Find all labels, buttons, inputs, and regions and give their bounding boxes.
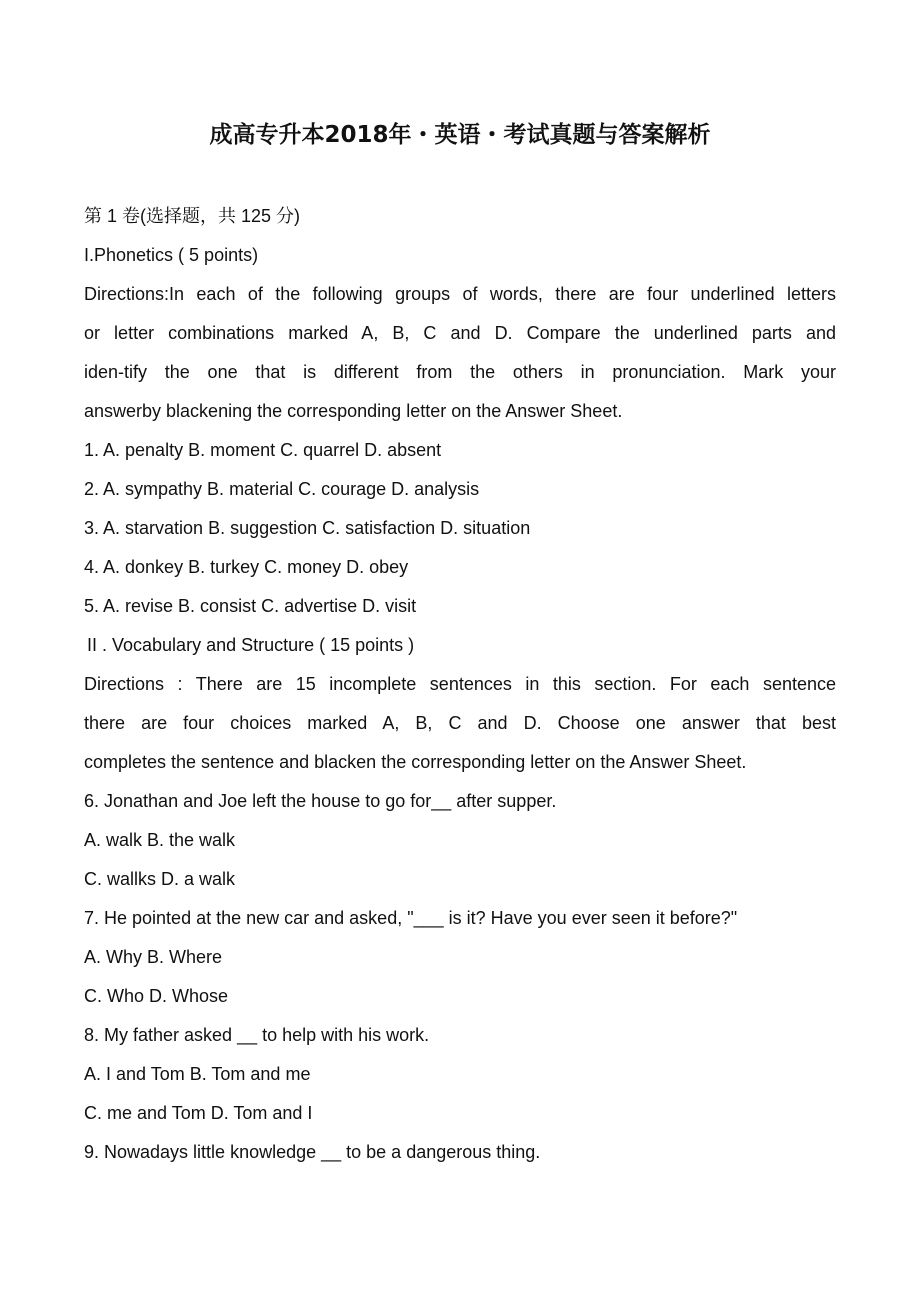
question-item: 8. My father asked __ to help with his work. <box>84 1025 430 1045</box>
question-item: 9. Nowadays little knowledge __ to be a dangerous thing. <box>84 1142 541 1162</box>
answer-options: C. me and Tom D. Tom and I <box>84 1103 313 1123</box>
section-heading-vocabulary: II . Vocabulary and Structure ( 15 points ) <box>87 635 415 655</box>
directions-line: there are four choices marked A, B, C and D. Choose one answer that best <box>84 713 836 733</box>
directions-line: or letter combinations marked A, B, C and D. Compare the underlined parts and <box>84 323 836 343</box>
question-item: 4. A. donkey B. turkey C. money D. obey <box>84 557 409 577</box>
part-heading: 第 1 卷(选择题，共 125 分) <box>84 206 301 226</box>
directions-line: iden-tify the one that is different from the others in pronunciation. Mark your <box>84 362 836 382</box>
answer-options: C. wallks D. a walk <box>84 869 236 889</box>
document-title: 成高专升本2018年・英语・考试真题与答案解析 <box>209 122 711 148</box>
question-item: 6. Jonathan and Joe left the house to go for__ after supper. <box>84 791 557 811</box>
section-heading-phonetics: I.Phonetics ( 5 points) <box>84 245 259 265</box>
question-item: 1. A. penalty B. moment C. quarrel D. absent <box>84 440 442 460</box>
question-item: 3. A. starvation B. suggestion C. satisfaction D. situation <box>84 518 531 538</box>
question-item: 5. A. revise B. consist C. advertise D. visit <box>84 596 417 616</box>
answer-options: A. walk B. the walk <box>84 830 236 850</box>
document-body <box>84 197 836 1172</box>
directions-line: Directions:In each of the following groups of words, there are four underlined letters <box>84 284 836 304</box>
directions-line: Directions : There are 15 incomplete sentences in this section. For each sentence <box>84 674 836 694</box>
answer-options: A. Why B. Where <box>84 947 223 967</box>
question-item: 2. A. sympathy B. material C. courage D. analysis <box>84 479 480 499</box>
directions-line: completes the sentence and blacken the corresponding letter on the Answer Sheet. <box>84 752 747 772</box>
answer-options: A. I and Tom B. Tom and me <box>84 1064 311 1084</box>
question-item: 7. He pointed at the new car and asked, "___ is it? Have you ever seen it before?" <box>84 908 738 928</box>
answer-options: C. Who D. Whose <box>84 986 229 1006</box>
directions-line: answerby blackening the corresponding letter on the Answer Sheet. <box>84 401 623 421</box>
